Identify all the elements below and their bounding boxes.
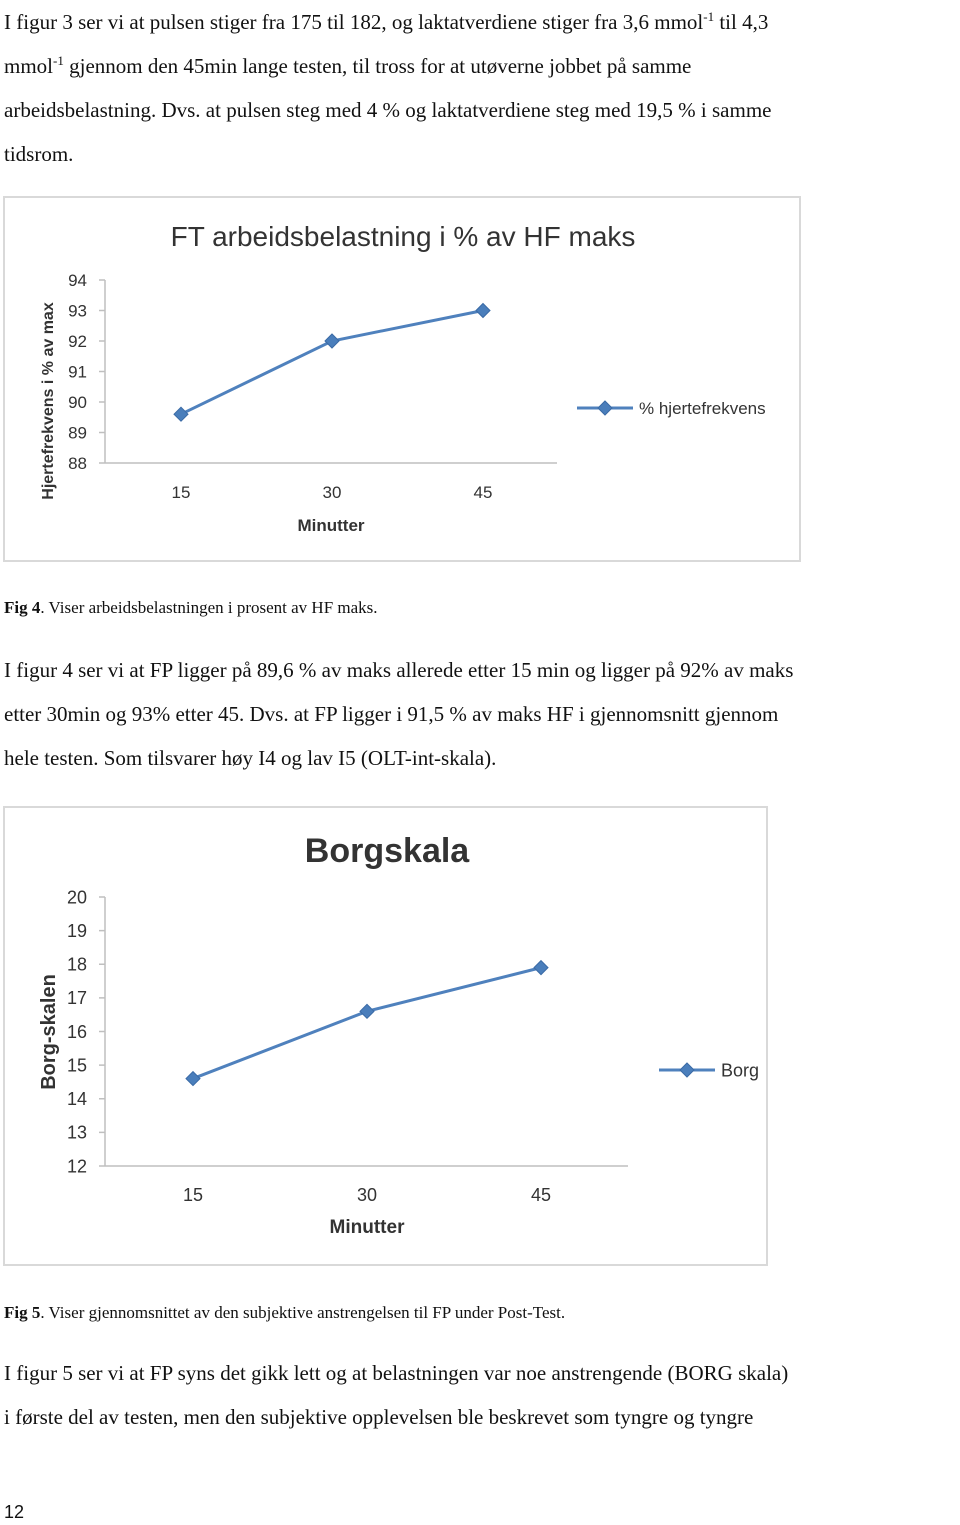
paragraph-3-line-1: I figur 5 ser vi at FP syns det gikk lett og at belastningen var noe anstrengende (BORG skala) — [4, 1361, 789, 1385]
y-tick-label: 14 — [66, 1089, 87, 1110]
x-axis-label: Minutter — [297, 516, 365, 535]
y-tick-label: 13 — [66, 1122, 87, 1143]
paragraph-1-text-a: I figur 3 ser vi at pulsen stiger fra 175 til 182, og laktatverdiene stiger fra 3,6 mmol — [4, 10, 704, 34]
paragraph-3 — [4, 1351, 960, 1439]
paragraph-1-line-4: tidsrom. — [4, 142, 74, 166]
chart-title: Borgskala — [304, 832, 470, 870]
y-tick-label: 19 — [66, 920, 87, 941]
y-tick-label: 89 — [68, 423, 87, 443]
data-point — [476, 304, 490, 318]
series-line — [181, 311, 483, 415]
data-point — [598, 401, 612, 415]
superscript: -1 — [53, 53, 64, 68]
y-tick-label: 91 — [68, 362, 87, 382]
y-tick-label: 94 — [68, 270, 87, 290]
paragraph-2 — [4, 648, 960, 780]
caption-label: Fig 5 — [4, 1303, 41, 1322]
x-tick-label: 45 — [530, 1185, 552, 1205]
paragraph-2-line-1: I figur 4 ser vi at FP ligger på 89,6 % av maks allerede etter 15 min og ligger på 92% av maks — [4, 658, 794, 682]
chart-title: FT arbeidsbelastning i % av HF maks — [170, 221, 636, 252]
y-tick-label: 93 — [68, 301, 87, 321]
x-tick-label: 30 — [322, 483, 342, 502]
paragraph-2-line-2: etter 30min og 93% etter 45. Dvs. at FP ligger i 91,5 % av maks HF i gjennomsnitt gjennom — [4, 702, 779, 726]
data-point — [186, 1072, 200, 1086]
paragraph-1-text-b: til 4,3 — [714, 10, 769, 34]
figure-4-caption — [4, 598, 378, 618]
y-tick-label: 17 — [66, 988, 87, 1009]
y-tick-label: 18 — [66, 954, 87, 975]
y-tick-label: 15 — [66, 1055, 87, 1076]
hf-chart-container — [3, 196, 801, 562]
legend-label: % hjertefrekvens — [639, 398, 766, 418]
data-point — [680, 1063, 694, 1077]
y-tick-label: 16 — [66, 1021, 87, 1042]
y-tick-label: 12 — [66, 1156, 87, 1177]
y-axis-label: Hjertefrekvens i % av max — [40, 302, 57, 500]
legend-label: Borg — [721, 1060, 760, 1081]
y-tick-label: 90 — [68, 392, 87, 412]
y-tick-label: 92 — [68, 331, 87, 351]
x-tick-label: 15 — [182, 1185, 204, 1205]
paragraph-1-text-c: mmol — [4, 54, 54, 78]
x-axis-label: Minutter — [329, 1217, 405, 1238]
paragraph-3-line-2: i første del av testen, men den subjektive opplevelsen ble beskrevet som tyngre og tyngre — [4, 1405, 754, 1429]
data-point — [534, 961, 548, 975]
data-point — [174, 407, 188, 421]
caption-text: . Viser arbeidsbelastningen i prosent av HF maks. — [40, 598, 378, 617]
paragraph-2-line-3: hele testen. Som tilsvarer høy I4 og lav I5 (OLT-int-skala). — [4, 746, 497, 770]
paragraph-1-line-3: arbeidsbelastning. Dvs. at pulsen steg med 4 % og laktatverdiene steg med 19,5 % i samme — [4, 98, 772, 122]
borg-chart-container — [3, 806, 768, 1266]
x-tick-label: 45 — [473, 483, 493, 502]
superscript: -1 — [703, 9, 715, 24]
borg-chart — [5, 808, 766, 1264]
x-tick-label: 15 — [171, 483, 191, 502]
hf-chart — [5, 198, 799, 560]
data-point — [360, 1004, 374, 1018]
caption-text: . Viser gjennomsnittet av den subjektive anstrengelsen til FP under Post-Test. — [40, 1303, 566, 1322]
page-number: 12 — [4, 1502, 25, 1522]
paragraph-1 — [4, 0, 960, 176]
paragraph-1-text-d: gjennom den 45min lange testen, til tross for at utøverne jobbet på samme — [63, 54, 692, 78]
figure-5-caption — [4, 1303, 565, 1323]
caption-label: Fig 4 — [4, 598, 41, 617]
series-line — [193, 968, 541, 1079]
x-tick-label: 30 — [356, 1185, 378, 1205]
y-tick-label: 20 — [66, 887, 87, 908]
y-axis-label: Borg-skalen — [38, 974, 60, 1090]
y-tick-label: 88 — [68, 453, 87, 473]
data-point — [325, 334, 339, 348]
